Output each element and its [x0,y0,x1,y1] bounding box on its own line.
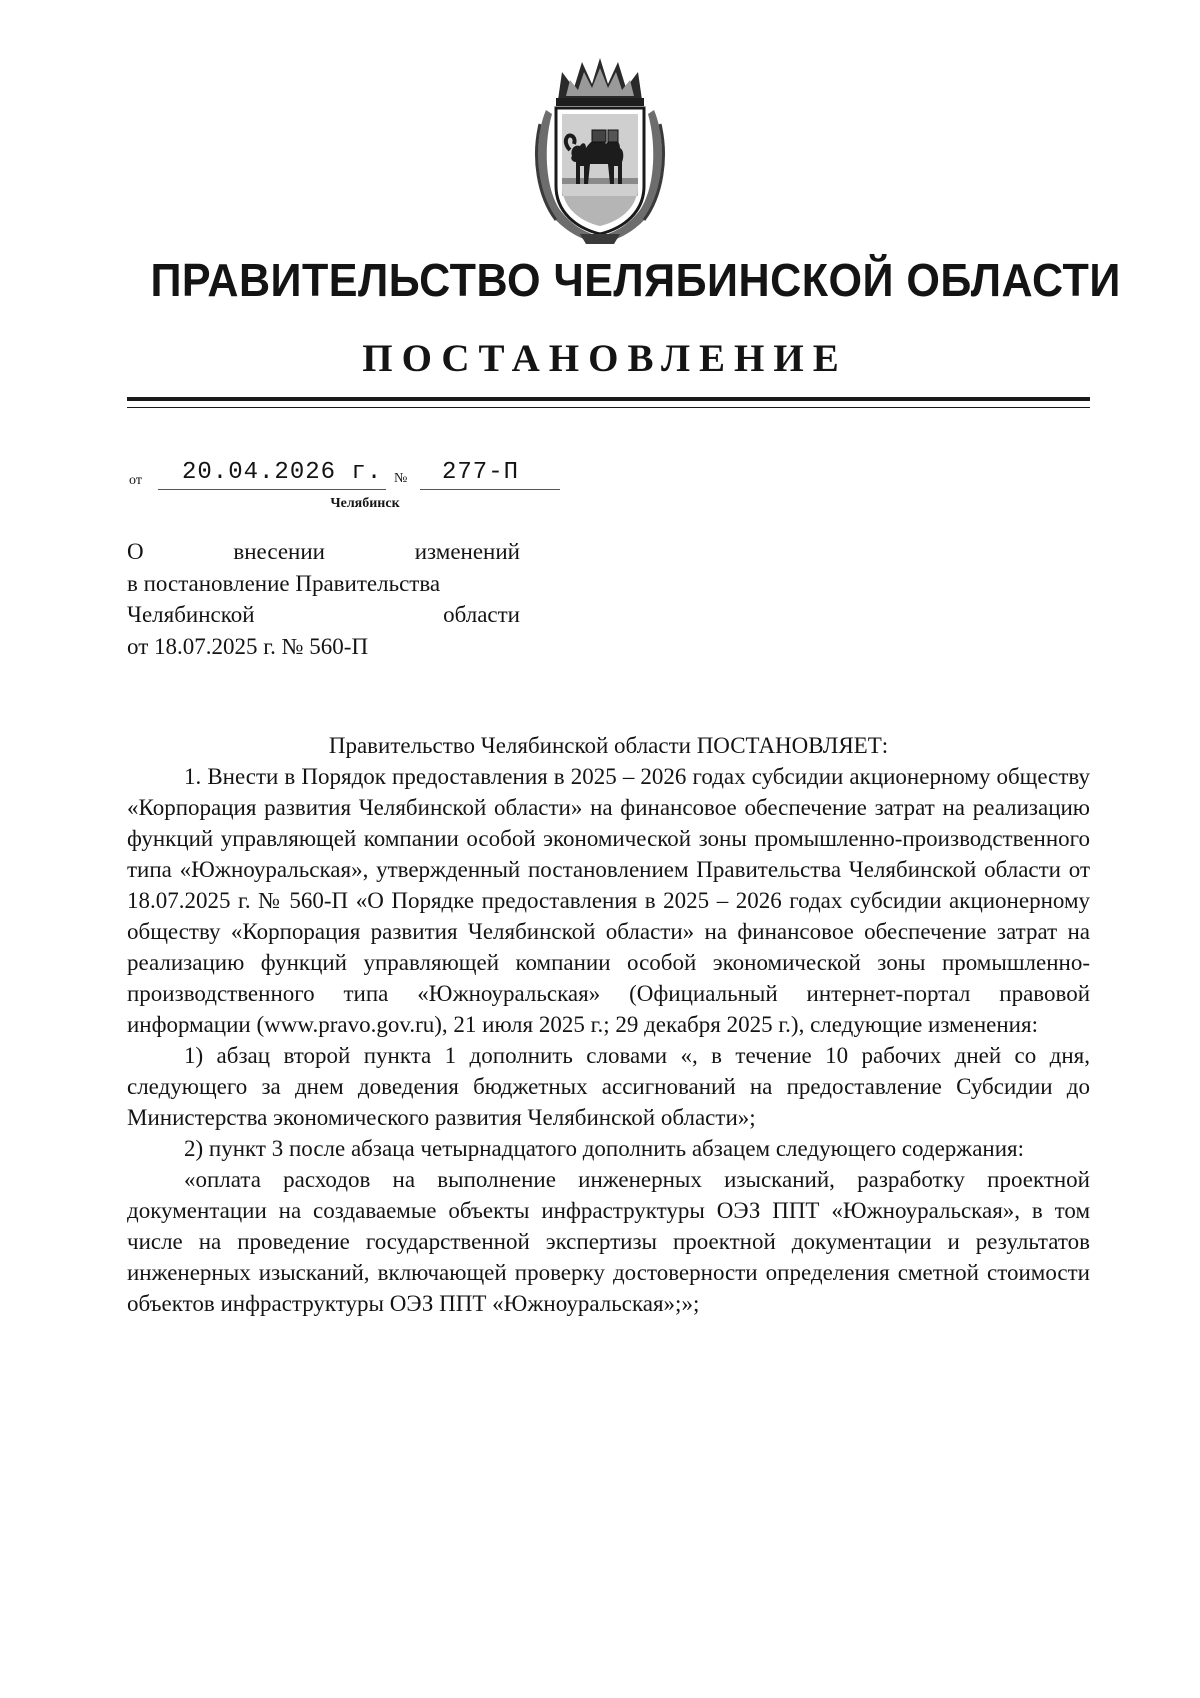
document-body [127,730,1090,1319]
subject-word: изменений [414,539,520,564]
number-sign-label: № [394,471,408,486]
subitem-1-paragraph: 1) абзац второй пункта 1 дополнить словами «, в течение 10 рабочих дней со дня, следующего за днем доведения бюджетных ассигнований на предоставление Субсидии до Министерства экономического развития Челябинской области»; [127,1043,1090,1130]
document-city: Челябинск [330,496,400,511]
preamble: Правительство Челябинской области ПОСТАНОВЛЯЕТ: [328,733,889,758]
quoted-paragraph: «оплата расходов на выполнение инженерных изысканий, разработку проектной документации на создаваемые объекты инфраструктуры ОЭЗ ППТ «Южноуральская», в том числе на проведение государственной экспертизы проектной документации и результатов инженерных изысканий, включающей проверку достоверности определения сметной стоимости объектов инфраструктуры ОЭЗ ППТ «Южноуральская»;»; [127,1167,1090,1316]
subject-word: области [443,602,520,627]
government-title: ПРАВИТЕЛЬСТВО ЧЕЛЯБИНСКОЙ ОБЛАСТИ [150,254,1121,306]
subject-line-4: от 18.07.2025 г. № 560-П [127,633,369,659]
subject-word: внесении [233,539,325,564]
date-prefix-label: от [129,473,142,488]
document-date: 20.04.2026 г. [182,459,383,486]
document-subject [127,536,520,662]
header-divider-thin [127,407,1090,408]
number-underline [420,489,560,490]
document-number: 277-П [442,459,520,486]
subject-word: О [127,539,144,564]
date-underline [158,489,386,490]
document-type-title: ПОСТАНОВЛЕНИЕ [362,337,848,380]
subject-word: Челябинской [127,602,255,627]
item-1-paragraph: 1. Внести в Порядок предоставления в 2025 – 2026 годах субсидии акционерному обществу «Корпорация развития Челябинской области» на финансовое обеспечение затрат на реализацию функций управляющей компании особой экономической зоны промышленно-производственного типа «Южноуральская», утвержденный постановлением Правительства Челябинской области от 18.07.2025 г. № 560-П «О Порядке предоставления в 2025 – 2026 годах субсидии акционерному обществу «Корпорация развития Челябинской области» на финансовое обеспечение затрат на реализацию функций управляющей компании особой экономической зоны промышленно-производственного типа «Южноуральская» (Официальный интернет-портал правовой информации (www.pravo.gov.ru), 21 июля 2025 г.; 29 декабря 2025 г.), следующие изменения: [127,764,1090,1037]
subject-line-3 [127,599,520,631]
chelyabinsk-coat-of-arms-emblem [532,58,668,246]
header-divider-thick [127,397,1090,401]
subject-line-1 [127,536,520,568]
subitem-2-paragraph: 2) пункт 3 после абзаца четырнадцатого дополнить абзацем следующего содержания: [184,1136,1024,1161]
subject-line-2: в постановление Правительства [127,570,441,596]
